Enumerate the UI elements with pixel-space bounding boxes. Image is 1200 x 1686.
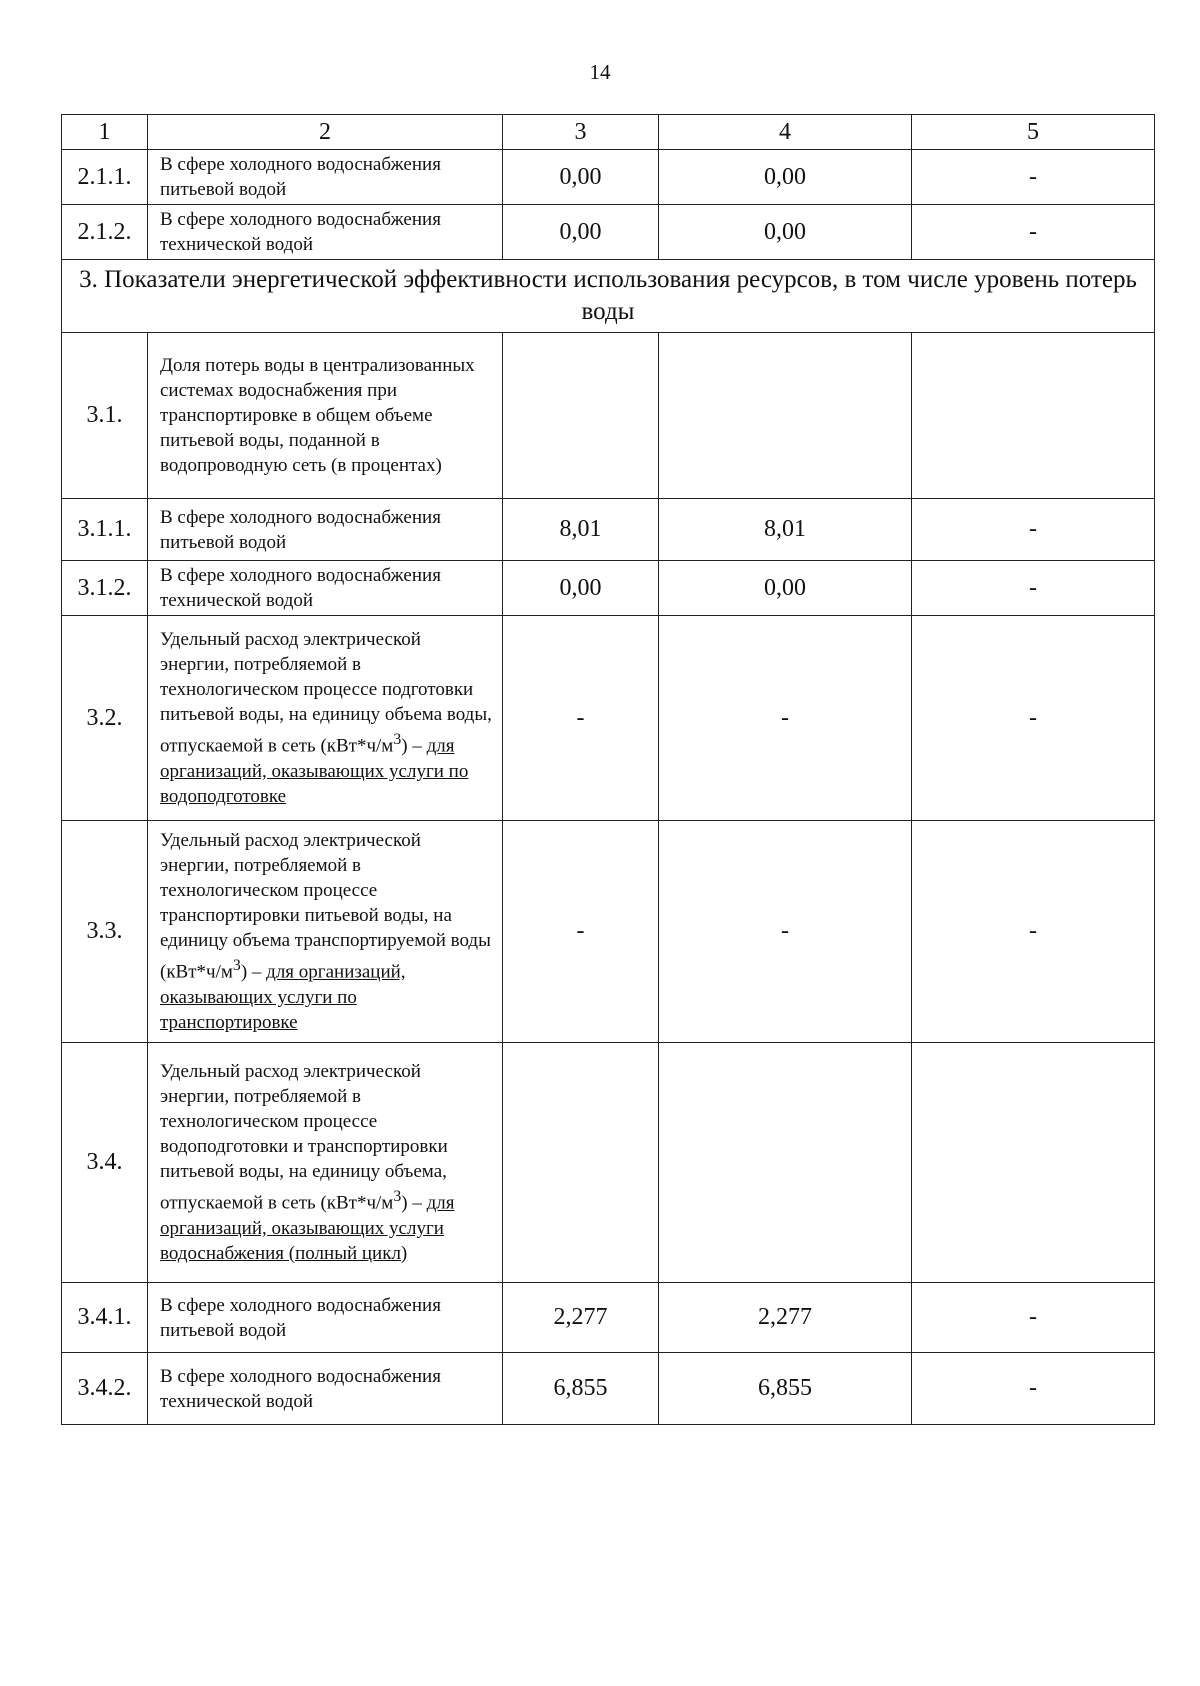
header-cell: 2: [148, 115, 503, 150]
underlined-text: для организаций, оказывающих услуги по транспортировке: [160, 961, 406, 1033]
superscript: 3: [232, 957, 241, 975]
row-description: В сфере холодного водоснабжения технической водой: [148, 1353, 503, 1425]
value-col4: 2,277: [659, 1283, 912, 1353]
value-col4: -: [659, 616, 912, 821]
value-col3: [503, 1043, 659, 1283]
row-number: 2.1.2.: [62, 205, 148, 260]
value-col3: 8,01: [503, 499, 659, 561]
description-text: ) –: [401, 735, 427, 757]
row-description: [148, 821, 503, 1043]
row-number: 3.4.2.: [62, 1353, 148, 1425]
row-description: В сфере холодного водоснабжения питьевой водой: [148, 1283, 503, 1353]
value-col5: -: [912, 499, 1155, 561]
table-row: [62, 561, 1155, 616]
row-number: 3.2.: [62, 616, 148, 821]
header-cell: 3: [503, 115, 659, 150]
row-number: 2.1.1.: [62, 150, 148, 205]
table-row: [62, 205, 1155, 260]
underlined-text: для организаций, оказывающих услуги по водоподготовке: [160, 735, 469, 807]
underlined-text: для организаций, оказывающих услуги водоснабжения (полный цикл): [160, 1192, 455, 1264]
value-col5: -: [912, 821, 1155, 1043]
description-text: ) –: [240, 961, 267, 983]
description-text: Удельный расход электрической энергии, потребляемой в технологическом процессе транспортировки питьевой воды, на единицу объема транспортируемой воды (кВт*ч/м: [160, 830, 491, 983]
value-col3: -: [503, 821, 659, 1043]
section-header-row: [62, 260, 1155, 333]
description-text: Удельный расход электрической энергии, потребляемой в технологическом процессе подготовки питьевой воды, на единицу объема воды, отпускаемой в сеть (кВт*ч/м: [160, 629, 492, 757]
value-col3: [503, 333, 659, 499]
row-number: 3.4.1.: [62, 1283, 148, 1353]
superscript: 3: [393, 731, 402, 749]
value-col4: -: [659, 821, 912, 1043]
value-col5: -: [912, 150, 1155, 205]
description-text: Удельный расход электрической энергии, потребляемой в технологическом процессе водоподготовки и транспортировки питьевой воды, на единицу объема, отпускаемой в сеть (кВт*ч/м: [160, 1061, 448, 1214]
table-row: [62, 1043, 1155, 1283]
table-row: [62, 333, 1155, 499]
table-row: [62, 821, 1155, 1043]
indicators-table: [61, 114, 1155, 1425]
value-col5: -: [912, 1353, 1155, 1425]
row-description: В сфере холодного водоснабжения питьевой водой: [148, 499, 503, 561]
value-col3: 2,277: [503, 1283, 659, 1353]
value-col3: 0,00: [503, 150, 659, 205]
table-row: [62, 1283, 1155, 1353]
row-number: 3.3.: [62, 821, 148, 1043]
value-col4: 0,00: [659, 205, 912, 260]
table-row: [62, 1353, 1155, 1425]
row-description: В сфере холодного водоснабжения технической водой: [148, 561, 503, 616]
value-col3: 0,00: [503, 205, 659, 260]
value-col3: 0,00: [503, 561, 659, 616]
table-row: [62, 150, 1155, 205]
row-number: 3.1.1.: [62, 499, 148, 561]
row-number: 3.4.: [62, 1043, 148, 1283]
row-number: 3.1.: [62, 333, 148, 499]
value-col3: -: [503, 616, 659, 821]
header-cell: 5: [912, 115, 1155, 150]
value-col5: -: [912, 205, 1155, 260]
value-col4: 0,00: [659, 150, 912, 205]
header-cell: 1: [62, 115, 148, 150]
description-text: ) –: [401, 1192, 427, 1214]
header-cell: 4: [659, 115, 912, 150]
value-col5: [912, 1043, 1155, 1283]
row-description: В сфере холодного водоснабжения питьевой водой: [148, 150, 503, 205]
value-col4: 0,00: [659, 561, 912, 616]
superscript: 3: [393, 1188, 402, 1206]
row-description: Доля потерь воды в централизованных системах водоснабжения при транспортировке в общем объеме питьевой воды, поданной в водопроводную сеть (в процентах): [148, 333, 503, 499]
value-col5: -: [912, 616, 1155, 821]
table-row: [62, 616, 1155, 821]
row-description: В сфере холодного водоснабжения технической водой: [148, 205, 503, 260]
row-description: [148, 616, 503, 821]
value-col4: [659, 333, 912, 499]
page-number: 14: [589, 60, 611, 84]
table-row: [62, 499, 1155, 561]
row-description: [148, 1043, 503, 1283]
table-header-row: [62, 115, 1155, 150]
value-col5: [912, 333, 1155, 499]
row-number: 3.1.2.: [62, 561, 148, 616]
value-col4: 8,01: [659, 499, 912, 561]
section-title: 3. Показатели энергетической эффективности использования ресурсов, в том числе уровень потерь воды: [62, 260, 1155, 333]
value-col4: [659, 1043, 912, 1283]
value-col5: -: [912, 561, 1155, 616]
value-col3: 6,855: [503, 1353, 659, 1425]
value-col5: -: [912, 1283, 1155, 1353]
value-col4: 6,855: [659, 1353, 912, 1425]
